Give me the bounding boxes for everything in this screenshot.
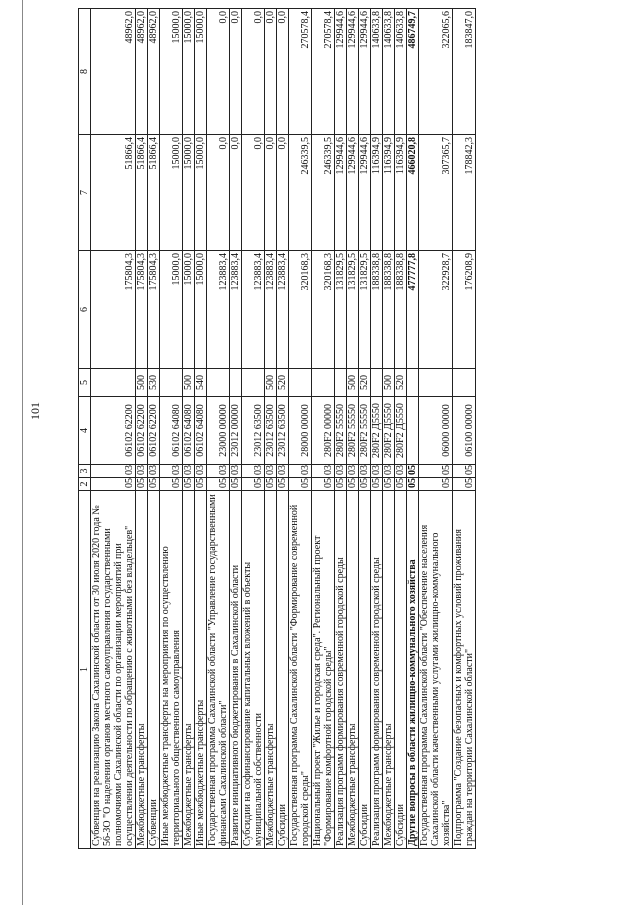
value-cell: 129944,6 <box>347 9 359 135</box>
value-cell: 0,0 <box>207 9 230 135</box>
value-cell <box>91 369 136 397</box>
value-cell: 03 <box>383 465 395 478</box>
value-cell <box>160 369 183 397</box>
value-cell: 140633,8 <box>383 9 395 135</box>
value-cell: 178842,3 <box>453 135 476 251</box>
value-cell: 322928,7 <box>419 251 453 369</box>
value-cell: 280F2 Д5550 <box>371 397 383 465</box>
value-cell: 280F2 55550 <box>335 397 347 465</box>
value-cell <box>407 397 419 465</box>
value-cell: 530 <box>148 369 160 397</box>
value-cell: 15000,0 <box>195 251 207 369</box>
row-name-cell: Государственная программа Сахалинской области "Управление государственными финансами Сахалинской области" <box>207 491 230 849</box>
value-cell: 05 <box>148 478 160 491</box>
row-name-cell: Субсидии <box>395 491 407 849</box>
value-cell: 05 <box>453 478 476 491</box>
value-cell: 05 <box>265 478 277 491</box>
value-cell: 131829,5 <box>347 251 359 369</box>
value-cell: 05 <box>383 478 395 491</box>
value-cell: 123883,4 <box>230 251 242 369</box>
value-cell: 05 <box>277 478 289 491</box>
value-cell: 131829,5 <box>359 251 371 369</box>
value-cell: 06102 64080 <box>183 397 195 465</box>
value-cell: 03 <box>359 465 371 478</box>
row-name-cell: Межбюджетные трансферты <box>183 491 195 849</box>
value-cell <box>289 369 312 397</box>
value-cell: 05 <box>230 478 242 491</box>
value-cell: 03 <box>289 465 312 478</box>
value-cell: 520 <box>359 369 371 397</box>
value-cell: 05 <box>335 478 347 491</box>
table-row <box>419 9 453 849</box>
value-cell: 123883,4 <box>242 251 265 369</box>
value-cell: 03 <box>148 465 160 478</box>
row-name-cell: Реализация программ формирования современной городской среды <box>371 491 383 849</box>
value-cell: 05 <box>419 465 453 478</box>
value-cell: 486749,7 <box>407 9 419 135</box>
value-cell: 15000,0 <box>195 135 207 251</box>
value-cell: 129944,6 <box>359 9 371 135</box>
value-cell <box>419 369 453 397</box>
column-header: 1 <box>79 491 91 849</box>
value-cell <box>371 369 383 397</box>
row-name-cell: Межбюджетные трансферты <box>136 491 148 849</box>
row-name-cell: Государственная программа Сахалинской области "Обеспечение населения Сахалинской области качественными услугами жилищно-коммунального хозяйства" <box>419 491 453 849</box>
value-cell: 280F2 55550 <box>347 397 359 465</box>
table-row <box>148 9 160 849</box>
value-cell: 175804,3 <box>136 251 148 369</box>
value-cell: 500 <box>265 369 277 397</box>
value-cell: 188338,8 <box>383 251 395 369</box>
value-cell: 03 <box>335 465 347 478</box>
table-row <box>359 9 371 849</box>
value-cell: 05 <box>160 478 183 491</box>
value-cell: 0,0 <box>277 9 289 135</box>
value-cell: 05 <box>407 478 419 491</box>
value-cell: 05 <box>371 478 383 491</box>
value-cell: 129944,6 <box>347 135 359 251</box>
value-cell <box>453 369 476 397</box>
budget-table <box>78 8 476 849</box>
value-cell: 15000,0 <box>183 135 195 251</box>
table-body <box>91 9 476 849</box>
value-cell: 175804,3 <box>148 251 160 369</box>
value-cell <box>335 369 347 397</box>
value-cell: 03 <box>265 465 277 478</box>
value-cell: 140633,8 <box>371 9 383 135</box>
column-header: 6 <box>79 251 91 369</box>
value-cell: 0,0 <box>230 135 242 251</box>
table-row <box>195 9 207 849</box>
row-name-cell: Субвенции <box>148 491 160 849</box>
value-cell: 05 <box>347 478 359 491</box>
value-cell: 0,0 <box>277 135 289 251</box>
value-cell: 03 <box>230 465 242 478</box>
value-cell: 03 <box>395 465 407 478</box>
value-cell: 06100 00000 <box>453 397 476 465</box>
value-cell: 03 <box>312 465 335 478</box>
value-cell: 06102 62200 <box>148 397 160 465</box>
value-cell: 477777,8 <box>407 251 419 369</box>
value-cell: 03 <box>91 465 136 478</box>
column-header: 4 <box>79 397 91 465</box>
value-cell <box>312 369 335 397</box>
value-cell: 51866,4 <box>91 135 136 251</box>
value-cell: 05 <box>183 478 195 491</box>
row-name-cell: Субсидии <box>359 491 371 849</box>
value-cell: 466020,8 <box>407 135 419 251</box>
value-cell: 270578,4 <box>289 9 312 135</box>
value-cell: 23012 63500 <box>265 397 277 465</box>
value-cell: 500 <box>347 369 359 397</box>
value-cell: 500 <box>136 369 148 397</box>
table-row <box>312 9 335 849</box>
value-cell: 116394,9 <box>371 135 383 251</box>
value-cell <box>407 369 419 397</box>
table-row <box>383 9 395 849</box>
value-cell: 48962,0 <box>148 9 160 135</box>
value-cell: 15000,0 <box>160 9 183 135</box>
value-cell: 129944,6 <box>335 9 347 135</box>
value-cell: 05 <box>453 465 476 478</box>
value-cell: 520 <box>277 369 289 397</box>
value-cell: 131829,5 <box>335 251 347 369</box>
value-cell: 15000,0 <box>183 251 195 369</box>
value-cell: 03 <box>207 465 230 478</box>
value-cell: 05 <box>359 478 371 491</box>
value-cell: 06102 62200 <box>91 397 136 465</box>
value-cell: 23012 63500 <box>242 397 265 465</box>
value-cell: 03 <box>371 465 383 478</box>
value-cell: 06102 62200 <box>136 397 148 465</box>
value-cell: 540 <box>195 369 207 397</box>
value-cell: 188338,8 <box>371 251 383 369</box>
table-row <box>289 9 312 849</box>
value-cell: 188338,8 <box>395 251 407 369</box>
value-cell: 175804,3 <box>91 251 136 369</box>
value-cell: 140633,8 <box>395 9 407 135</box>
table-row <box>265 9 277 849</box>
value-cell: 06000 00000 <box>419 397 453 465</box>
value-cell: 123883,4 <box>277 251 289 369</box>
value-cell: 500 <box>383 369 395 397</box>
column-header: 2 <box>79 478 91 491</box>
value-cell: 520 <box>395 369 407 397</box>
value-cell: 03 <box>277 465 289 478</box>
value-cell: 15000,0 <box>160 135 183 251</box>
value-cell: 0,0 <box>265 135 277 251</box>
value-cell: 05 <box>289 478 312 491</box>
value-cell: 0,0 <box>242 9 265 135</box>
rotated-page <box>78 9 623 849</box>
value-cell <box>207 369 230 397</box>
value-cell: 48962,0 <box>91 9 136 135</box>
row-name-cell: Межбюджетные трансферты <box>347 491 359 849</box>
value-cell: 05 <box>419 478 453 491</box>
table-row <box>91 9 136 849</box>
value-cell: 05 <box>195 478 207 491</box>
value-cell: 15000,0 <box>160 251 183 369</box>
row-name-cell: Субсидии на софинансирование капитальных вложений в объекты муниципальной собственности <box>242 491 265 849</box>
value-cell: 123883,4 <box>207 251 230 369</box>
row-name-cell: Государственная программа Сахалинской области "Формирование современной городской среды" <box>289 491 312 849</box>
row-name-cell: Подпрограмма "Создание безопасных и комфортных условий проживания граждан на территории Сахалинской области" <box>453 491 476 849</box>
row-name-cell: Другие вопросы в области жилищно-коммунального хозяйства <box>407 491 419 849</box>
table-row <box>242 9 265 849</box>
value-cell: 03 <box>195 465 207 478</box>
table-row <box>136 9 148 849</box>
row-name-cell: Межбюджетные трансферты <box>383 491 395 849</box>
value-cell: 320168,3 <box>289 251 312 369</box>
column-header: 8 <box>79 9 91 135</box>
value-cell: 05 <box>136 478 148 491</box>
value-cell: 23012 00000 <box>230 397 242 465</box>
value-cell: 06102 64080 <box>195 397 207 465</box>
row-name-cell: Реализация программ формирования современной городской среды <box>335 491 347 849</box>
row-name-cell: Межбюджетные трансферты <box>265 491 277 849</box>
page-number: 101 <box>28 402 42 420</box>
value-cell: 05 <box>407 465 419 478</box>
value-cell: 500 <box>183 369 195 397</box>
value-cell: 246339,5 <box>312 135 335 251</box>
table-row <box>371 9 383 849</box>
value-cell: 51866,4 <box>148 135 160 251</box>
value-cell: 280F2 Д5550 <box>383 397 395 465</box>
column-header: 7 <box>79 135 91 251</box>
value-cell: 0,0 <box>265 9 277 135</box>
value-cell: 123883,4 <box>265 251 277 369</box>
table-row <box>207 9 230 849</box>
value-cell: 03 <box>160 465 183 478</box>
value-cell: 320168,3 <box>312 251 335 369</box>
value-cell: 116394,9 <box>383 135 395 251</box>
value-cell: 05 <box>242 478 265 491</box>
value-cell: 06102 64080 <box>160 397 183 465</box>
value-cell: 176208,9 <box>453 251 476 369</box>
row-name-cell: Иные межбюджетные трансферты <box>195 491 207 849</box>
value-cell: 116394,9 <box>395 135 407 251</box>
value-cell: 280F2 00000 <box>312 397 335 465</box>
value-cell: 03 <box>347 465 359 478</box>
row-name-cell: Субвенция на реализацию Закона Сахалинской области от 30 июля 2020 года № 56-ЗО "О наделении органов местного самоуправления государственными полномочиями Сахалинской области по организации мероприятий при осуществлении деятельности по обращению с животными без владельцев" <box>91 491 136 849</box>
value-cell: 03 <box>183 465 195 478</box>
value-cell: 28000 00000 <box>289 397 312 465</box>
row-name-cell: Национальный проект "Жилье и городская среда". Региональный проект "Формирование комфортной городской среды" <box>312 491 335 849</box>
row-name-cell: Иные межбюджетные трансферты на мероприятия по осуществлению территориального общественного самоуправления <box>160 491 183 849</box>
column-header: 3 <box>79 465 91 478</box>
value-cell: 05 <box>395 478 407 491</box>
value-cell <box>230 369 242 397</box>
table-row <box>183 9 195 849</box>
value-cell: 280F2 Д5550 <box>395 397 407 465</box>
value-cell: 270578,4 <box>312 9 335 135</box>
value-cell: 246339,5 <box>289 135 312 251</box>
table-row <box>395 9 407 849</box>
value-cell: 280F2 55550 <box>359 397 371 465</box>
row-name-cell: Субсидии <box>277 491 289 849</box>
value-cell: 15000,0 <box>183 9 195 135</box>
value-cell: 0,0 <box>230 9 242 135</box>
value-cell: 129944,6 <box>335 135 347 251</box>
value-cell: 03 <box>242 465 265 478</box>
table-row <box>160 9 183 849</box>
value-cell: 129944,6 <box>359 135 371 251</box>
value-cell: 05 <box>312 478 335 491</box>
value-cell: 0,0 <box>207 135 230 251</box>
value-cell <box>242 369 265 397</box>
value-cell: 23012 63500 <box>277 397 289 465</box>
value-cell: 03 <box>136 465 148 478</box>
value-cell: 51866,4 <box>136 135 148 251</box>
value-cell: 15000,0 <box>195 9 207 135</box>
table-row <box>347 9 359 849</box>
value-cell: 322065,6 <box>419 9 453 135</box>
header-row <box>79 9 91 849</box>
value-cell: 0,0 <box>242 135 265 251</box>
value-cell: 23000 00000 <box>207 397 230 465</box>
table-row <box>453 9 476 849</box>
value-cell: 307365,7 <box>419 135 453 251</box>
value-cell: 05 <box>91 478 136 491</box>
column-header: 5 <box>79 369 91 397</box>
table-row <box>230 9 242 849</box>
table-row <box>277 9 289 849</box>
table-row <box>407 9 419 849</box>
value-cell: 183847,0 <box>453 9 476 135</box>
value-cell: 48962,0 <box>136 9 148 135</box>
value-cell: 05 <box>207 478 230 491</box>
table-row <box>335 9 347 849</box>
margin-line <box>22 0 23 905</box>
row-name-cell: Развитие инициативного бюджетирования в Сахалинской области <box>230 491 242 849</box>
